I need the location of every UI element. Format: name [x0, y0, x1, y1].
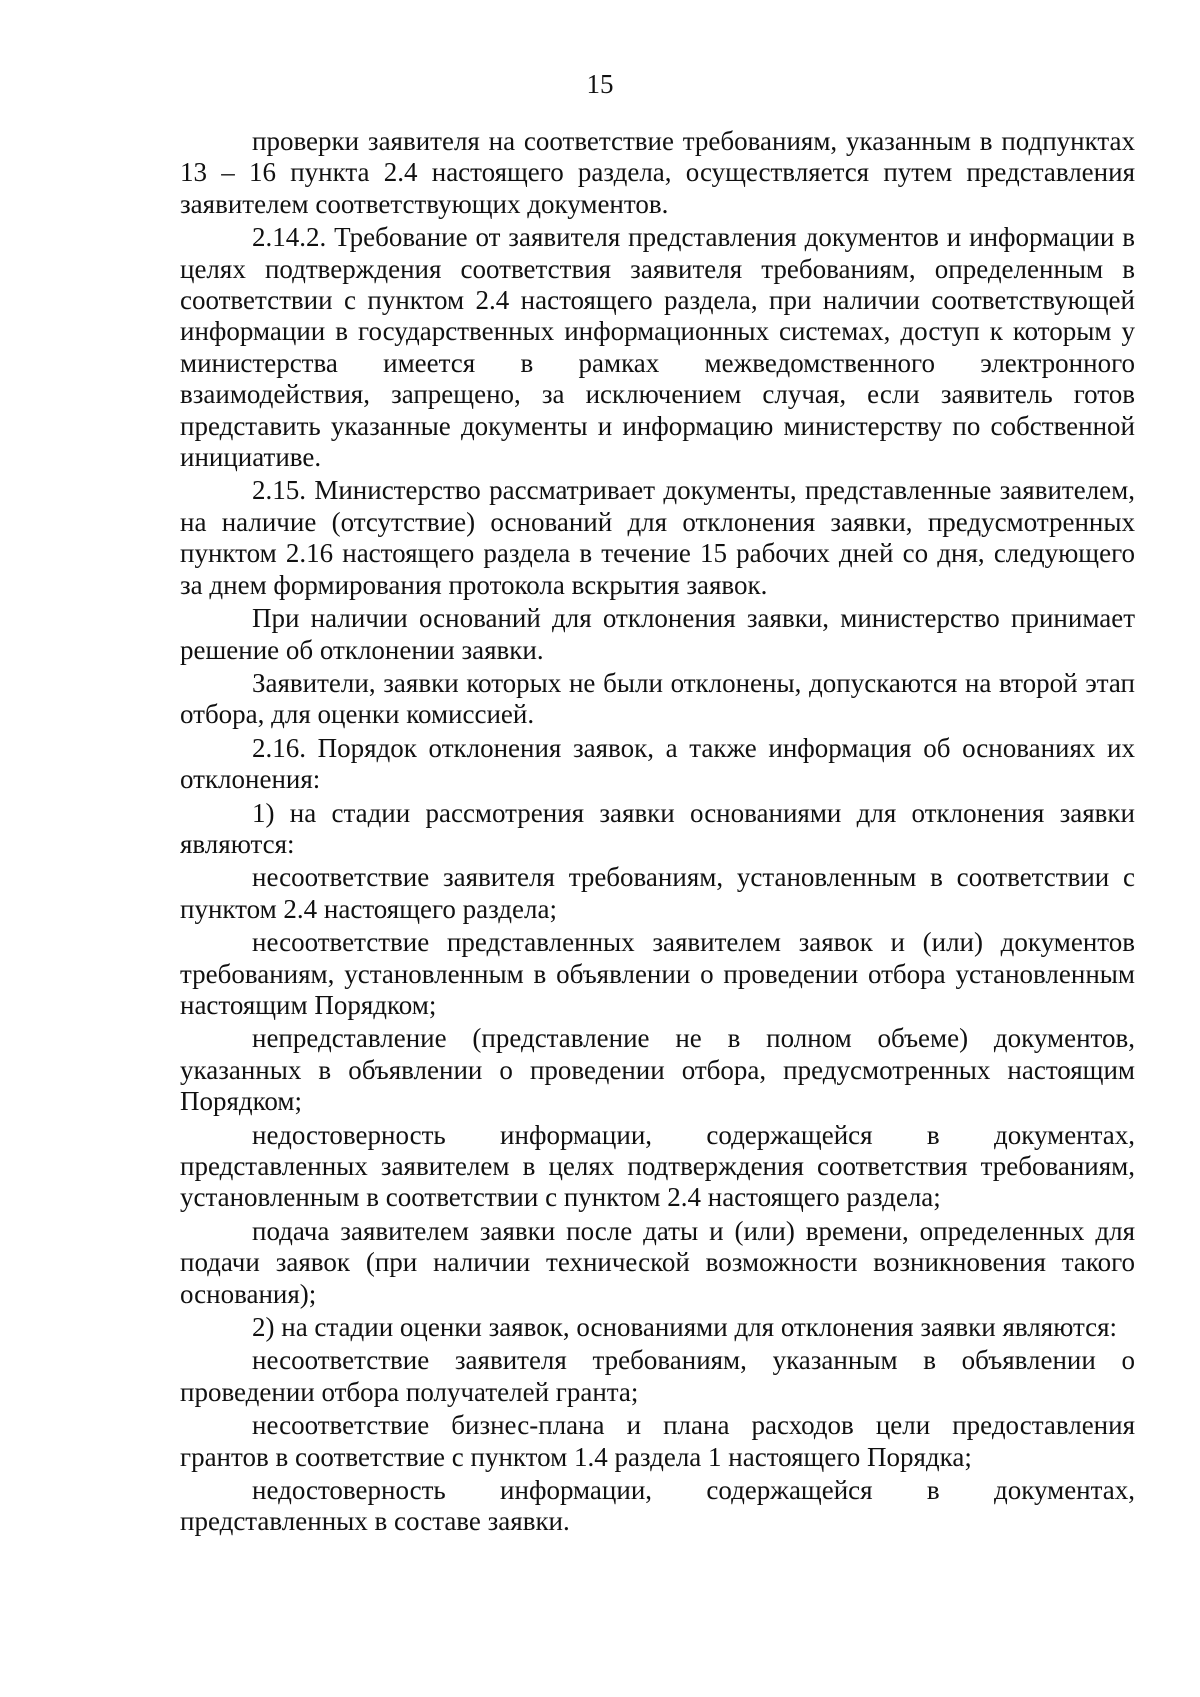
list-item-business-plan-nonconformity: несоответствие бизнес-плана и плана расходов цели предоставления грантов в соответствие с пунктом 1.4 раздела 1 настоящего Порядка; — [180, 1410, 1135, 1472]
list-item-nonsubmission: непредставление (представление не в полном объеме) документов, указанных в объявлении о проведении отбора, предусмотренных настоящим Порядком; — [180, 1023, 1135, 1117]
list-item-stage-1: 1) на стадии рассмотрения заявки основаниями для отклонения заявки являются: — [180, 797, 1135, 859]
list-item-announcement-nonconformity: несоответствие заявителя требованиям, указанным в объявлении о проведении отбора получателей гранта; — [180, 1345, 1135, 1407]
list-item-nonconformity-applicant: несоответствие заявителя требованиям, установленным в соответствии с пунктом 2.4 настоящего раздела; — [180, 862, 1135, 924]
page-number: 15 — [586, 69, 614, 99]
paragraph-verification-continuation: проверки заявителя на соответствие требованиям, указанным в подпунктах 13 – 16 пункта 2.4 настоящего раздела, осуществляется путем представления заявителем соответствующих документов. — [180, 126, 1135, 219]
list-item-stage-2: 2) на стадии оценки заявок, основаниями для отклонения заявки являются: — [252, 1312, 1118, 1343]
document-body — [180, 126, 1135, 1540]
paragraph-2-14-2: 2.14.2. Требование от заявителя представления документов и информации в целях подтверждения соответствия заявителя требованиям, определенным в соответствии с пунктом 2.4 настоящего раздела, при наличии соответствующей информации в государственных информационных системах, доступ к которым у министерства имеется в рамках межведомственного электронного взаимодействия, запрещено, за исключением случая, если заявитель готов представить указанные документы и информацию министерству по собственной инициативе. — [180, 222, 1135, 473]
paragraph-second-stage: Заявители, заявки которых не были отклонены, допускаются на второй этап отбора, для оценки комиссией. — [180, 667, 1135, 730]
paragraph-2-16: 2.16. Порядок отклонения заявок, а также информация об основаниях их отклонения: — [180, 732, 1135, 795]
list-item-unreliable-info: недостоверность информации, содержащейся в документах, представленных заявителем в целях подтверждения соответствия требованиям, установленным в соответствии с пунктом 2.4 настоящего раздела; — [180, 1119, 1135, 1213]
paragraph-2-15: 2.15. Министерство рассматривает документы, представленные заявителем, на наличие (отсутствие) оснований для отклонения заявки, предусмотренных пунктом 2.16 настоящего раздела в течение 15 рабочих дней со дня, следующего за днем формирования протокола вскрытия заявок. — [180, 475, 1135, 600]
list-item-nonconformity-documents: несоответствие представленных заявителем заявок и (или) документов требованиям, установленным в объявлении о проведении отбора установленным настоящим Порядком; — [180, 927, 1135, 1020]
paragraph-rejection-decision: При наличии оснований для отклонения заявки, министерство принимает решение об отклонении заявки. — [180, 603, 1135, 665]
list-item-unreliable-application-info: недостоверность информации, содержащейся в документах, представленных в составе заявки. — [180, 1475, 1135, 1537]
list-item-late-submission: подача заявителем заявки после даты и (или) времени, определенных для подачи заявок (при наличии технической возможности возникновения такого основания); — [180, 1215, 1135, 1309]
